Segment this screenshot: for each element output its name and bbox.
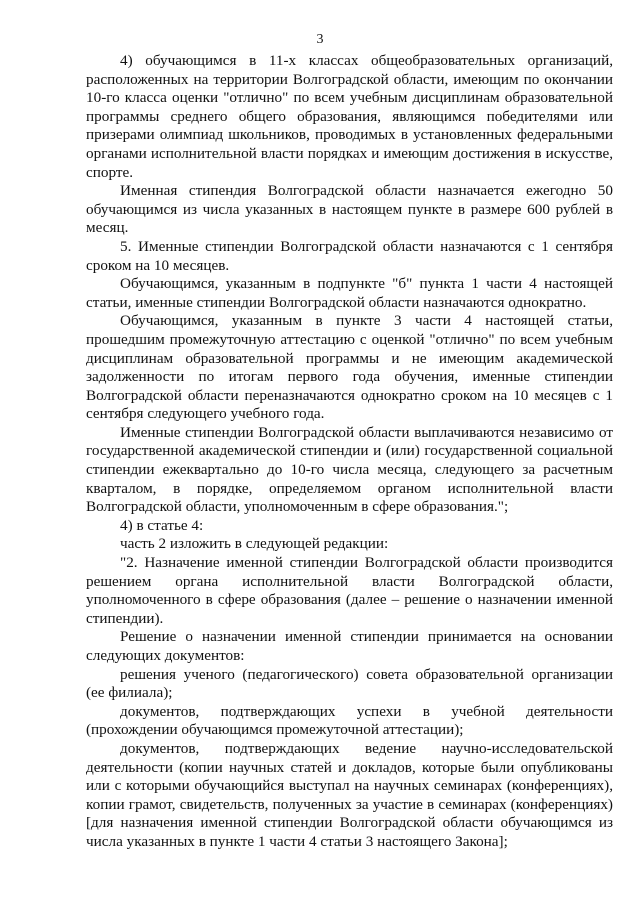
page-number: 3: [316, 32, 324, 47]
paragraph-payment-order: Именные стипендии Волгоградской области выплачиваются независимо от государственной академической стипендии и (или) государственной социальной стипендии ежеквартально до 10-го числа месяца, следующего за расчетным кварталом, в порядке, определяемом органом исполнительной власти Волгоградской области, уполномоченным в сфере образования.";: [86, 423, 613, 516]
paragraph-item-4-students-11-grade: 4) обучающимся в 11-х классах общеобразовательных организаций, расположенных на территории Волгоградской области, имеющим по окончании 10-го класса оценки "отлично" по всем учебным дисциплинам образовательной программы среднего общего образования, являющимся победителями или призерами олимпиад школьников, проводимых в установленных федеральными органами исполнительной власти порядках и имеющим достижения в искусстве, спорте.: [86, 52, 613, 181]
paragraph-part-2-intro: часть 2 изложить в следующей редакции:: [120, 535, 389, 553]
paragraph-article-4: 4) в статье 4:: [120, 516, 204, 534]
paragraph-reassignment: Обучающимся, указанным в пункте 3 части 4 настоящей статьи, прошедшим промежуточную аттестацию с оценкой "отлично" по всем учебным дисциплинам образовательной программы и не имеющим академической задолженности по итогам первого года обучения, именные стипендии Волгоградской области переназначаются однократно сроком на 10 месяцев с 1 сентября следующего учебного года.: [86, 312, 613, 423]
paragraph-research-docs: документов, подтверждающих ведение научно-исследовательской деятельности (копии научных статей и докладов, которые были опубликованы или с которыми обучающийся выступал на научных семинарах (конференциях), копии грамот, свидетельств, полученных за участие в семинарах (конференциях) [для назначения именной стипендии Волгоградской области обучающимся из числа указанных в пункте 1 части 4 статьи 3 настоящего Закона];: [86, 739, 613, 850]
paragraph-item-5-term: 5. Именные стипендии Волгоградской области назначаются с 1 сентября сроком на 10 месяцев.: [86, 237, 613, 274]
paragraph-annual-scholarship-amount: Именная стипендия Волгоградской области назначается ежегодно 50 обучающимся из числа указанных в настоящем пункте в размере 600 рублей в месяц.: [86, 182, 613, 237]
paragraph-documents-basis: Решение о назначении именной стипендии принимается на основании следующих документов:: [86, 628, 613, 664]
paragraph-part-2-text: "2. Назначение именной стипендии Волгоградской области производится решением органа исполнительной власти Волгоградской области, уполномоченного в сфере образования (далее – решение о назначении именной стипендии).: [86, 554, 613, 627]
paragraph-council-decision: решения ученого (педагогического) совета образовательной организации (ее филиала);: [86, 665, 613, 702]
paragraph-one-time-assignment: Обучающимся, указанным в подпункте "б" пункта 1 части 4 настоящей статьи, именные стипендии Волгоградской области назначаются однократно.: [86, 275, 613, 311]
paragraph-academic-success-docs: документов, подтверждающих успехи в учебной деятельности (прохождении обучающимся промежуточной аттестации);: [86, 702, 613, 739]
document-body: [86, 52, 613, 852]
